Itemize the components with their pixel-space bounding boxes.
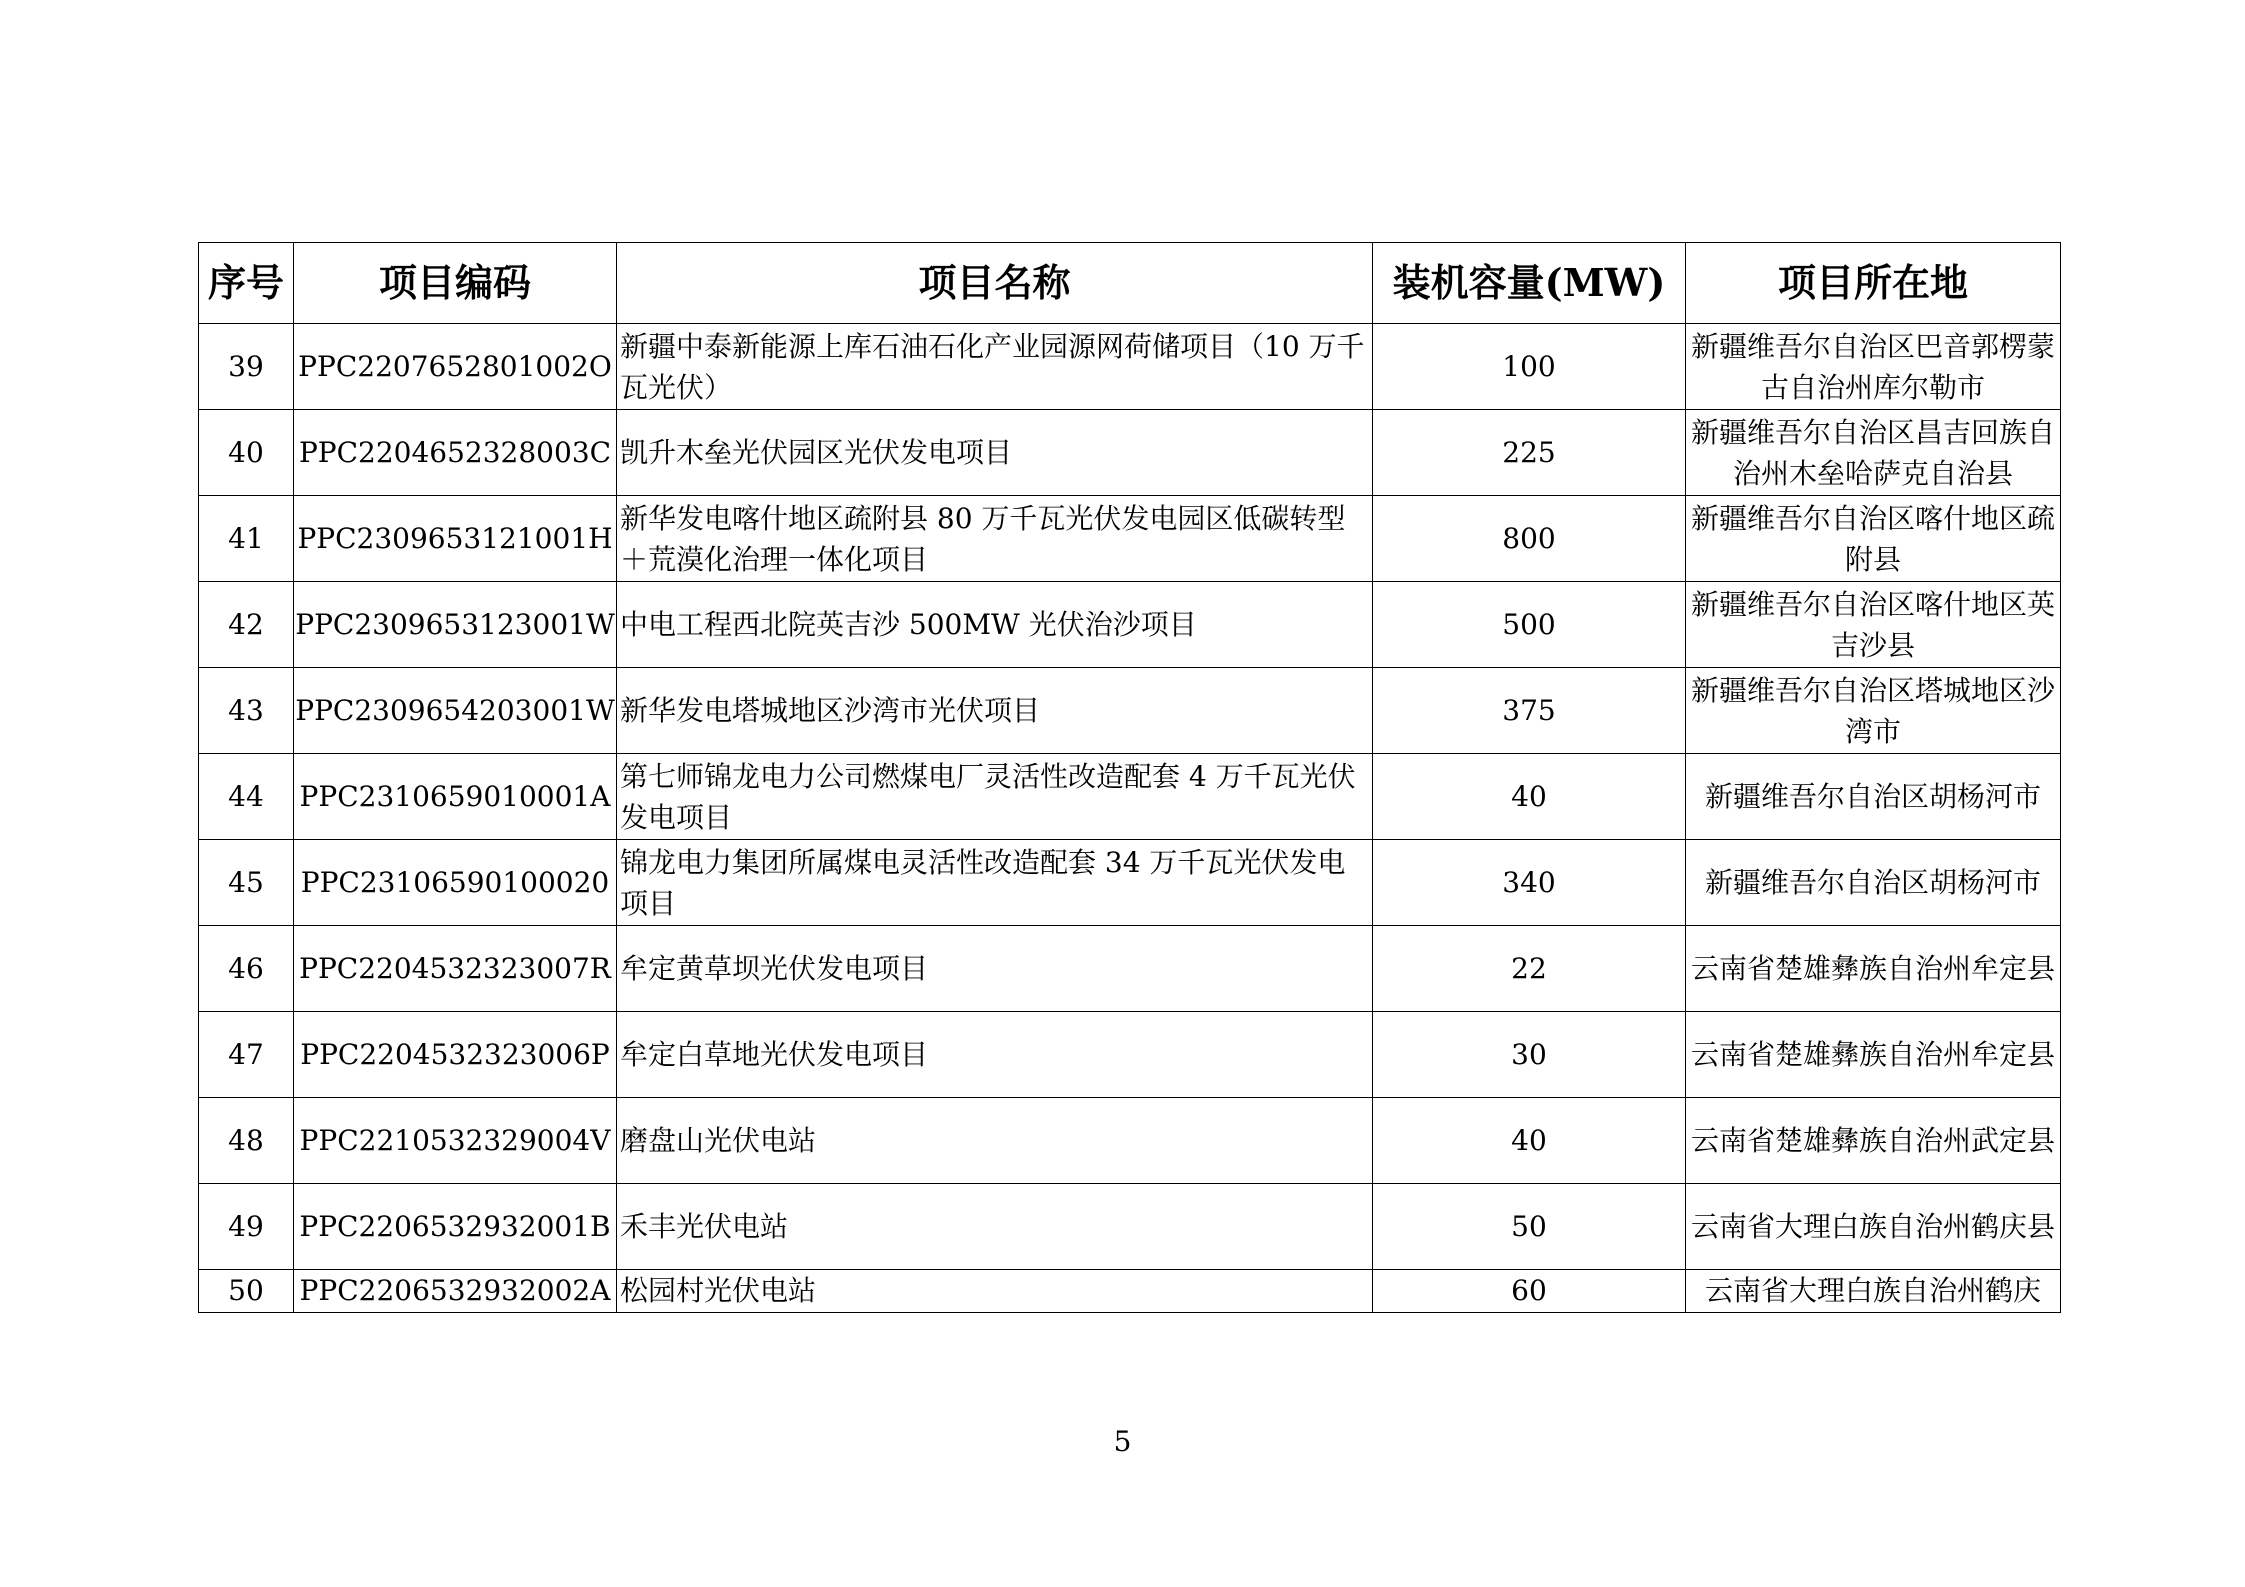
cell-project-name: 新华发电塔城地区沙湾市光伏项目 <box>617 668 1373 754</box>
table-row <box>199 1270 2061 1313</box>
cell-project-code: PPC2206532932002A <box>294 1270 617 1313</box>
cell-installed-capacity: 100 <box>1373 324 1686 410</box>
cell-project-name: 磨盘山光伏电站 <box>617 1098 1373 1184</box>
cell-project-code: PPC2204652328003C <box>294 410 617 496</box>
header-serial-number: 序号 <box>199 243 294 324</box>
table-row <box>199 582 2061 668</box>
cell-project-name: 凯升木垒光伏园区光伏发电项目 <box>617 410 1373 496</box>
cell-project-location: 云南省大理白族自治州鹤庆县 <box>1686 1184 2061 1270</box>
project-table <box>198 242 2061 1313</box>
cell-project-name: 松园村光伏电站 <box>617 1270 1373 1313</box>
cell-project-location: 新疆维吾尔自治区喀什地区疏附县 <box>1686 496 2061 582</box>
cell-project-location: 新疆维吾尔自治区昌吉回族自治州木垒哈萨克自治县 <box>1686 410 2061 496</box>
header-project-code: 项目编码 <box>294 243 617 324</box>
cell-serial-number: 39 <box>199 324 294 410</box>
cell-project-code: PPC2207652801002O <box>294 324 617 410</box>
header-installed-capacity: 装机容量(MW) <box>1373 243 1686 324</box>
cell-project-name: 新疆中泰新能源上库石油石化产业园源网荷储项目（10 万千瓦光伏） <box>617 324 1373 410</box>
table-row <box>199 496 2061 582</box>
cell-installed-capacity: 22 <box>1373 926 1686 1012</box>
cell-installed-capacity: 375 <box>1373 668 1686 754</box>
cell-project-name: 锦龙电力集团所属煤电灵活性改造配套 34 万千瓦光伏发电项目 <box>617 840 1373 926</box>
table-row <box>199 324 2061 410</box>
cell-serial-number: 41 <box>199 496 294 582</box>
cell-project-location: 新疆维吾尔自治区巴音郭楞蒙古自治州库尔勒市 <box>1686 324 2061 410</box>
cell-project-location: 新疆维吾尔自治区胡杨河市 <box>1686 754 2061 840</box>
table-row <box>199 668 2061 754</box>
cell-project-name: 第七师锦龙电力公司燃煤电厂灵活性改造配套 4 万千瓦光伏发电项目 <box>617 754 1373 840</box>
cell-project-code: PPC23106590100020 <box>294 840 617 926</box>
cell-project-code: PPC2206532932001B <box>294 1184 617 1270</box>
cell-project-name: 牟定黄草坝光伏发电项目 <box>617 926 1373 1012</box>
cell-project-location: 新疆维吾尔自治区胡杨河市 <box>1686 840 2061 926</box>
table-row <box>199 840 2061 926</box>
cell-project-code: PPC2204532323006P <box>294 1012 617 1098</box>
page-number: 5 <box>1113 1425 1132 1458</box>
cell-installed-capacity: 225 <box>1373 410 1686 496</box>
cell-project-location: 新疆维吾尔自治区塔城地区沙湾市 <box>1686 668 2061 754</box>
cell-project-code: PPC2210532329004V <box>294 1098 617 1184</box>
cell-project-location: 云南省楚雄彝族自治州牟定县 <box>1686 1012 2061 1098</box>
cell-project-name: 牟定白草地光伏发电项目 <box>617 1012 1373 1098</box>
cell-project-location: 新疆维吾尔自治区喀什地区英吉沙县 <box>1686 582 2061 668</box>
table-row <box>199 1012 2061 1098</box>
cell-project-code: PPC2204532323007R <box>294 926 617 1012</box>
cell-installed-capacity: 50 <box>1373 1184 1686 1270</box>
header-project-location: 项目所在地 <box>1686 243 2061 324</box>
cell-project-code: PPC2309653123001W <box>294 582 617 668</box>
cell-installed-capacity: 60 <box>1373 1270 1686 1313</box>
cell-project-code: PPC2309654203001W <box>294 668 617 754</box>
table-header-row <box>199 243 2061 324</box>
cell-serial-number: 45 <box>199 840 294 926</box>
cell-serial-number: 48 <box>199 1098 294 1184</box>
cell-installed-capacity: 40 <box>1373 1098 1686 1184</box>
cell-serial-number: 43 <box>199 668 294 754</box>
cell-project-location: 云南省楚雄彝族自治州武定县 <box>1686 1098 2061 1184</box>
cell-serial-number: 46 <box>199 926 294 1012</box>
table-row <box>199 1098 2061 1184</box>
cell-installed-capacity: 40 <box>1373 754 1686 840</box>
cell-serial-number: 40 <box>199 410 294 496</box>
cell-serial-number: 50 <box>199 1270 294 1313</box>
cell-installed-capacity: 340 <box>1373 840 1686 926</box>
header-project-name: 项目名称 <box>617 243 1373 324</box>
cell-project-code: PPC2310659010001A <box>294 754 617 840</box>
table-row <box>199 410 2061 496</box>
table-row <box>199 754 2061 840</box>
table-row <box>199 926 2061 1012</box>
cell-installed-capacity: 800 <box>1373 496 1686 582</box>
cell-project-location: 云南省大理白族自治州鹤庆 <box>1686 1270 2061 1313</box>
cell-serial-number: 44 <box>199 754 294 840</box>
cell-installed-capacity: 500 <box>1373 582 1686 668</box>
cell-project-name: 新华发电喀什地区疏附县 80 万千瓦光伏发电园区低碳转型＋荒漠化治理一体化项目 <box>617 496 1373 582</box>
cell-project-code: PPC2309653121001H <box>294 496 617 582</box>
cell-project-location: 云南省楚雄彝族自治州牟定县 <box>1686 926 2061 1012</box>
cell-installed-capacity: 30 <box>1373 1012 1686 1098</box>
cell-project-name: 禾丰光伏电站 <box>617 1184 1373 1270</box>
cell-project-name: 中电工程西北院英吉沙 500MW 光伏治沙项目 <box>617 582 1373 668</box>
cell-serial-number: 47 <box>199 1012 294 1098</box>
cell-serial-number: 49 <box>199 1184 294 1270</box>
cell-serial-number: 42 <box>199 582 294 668</box>
table-row <box>199 1184 2061 1270</box>
